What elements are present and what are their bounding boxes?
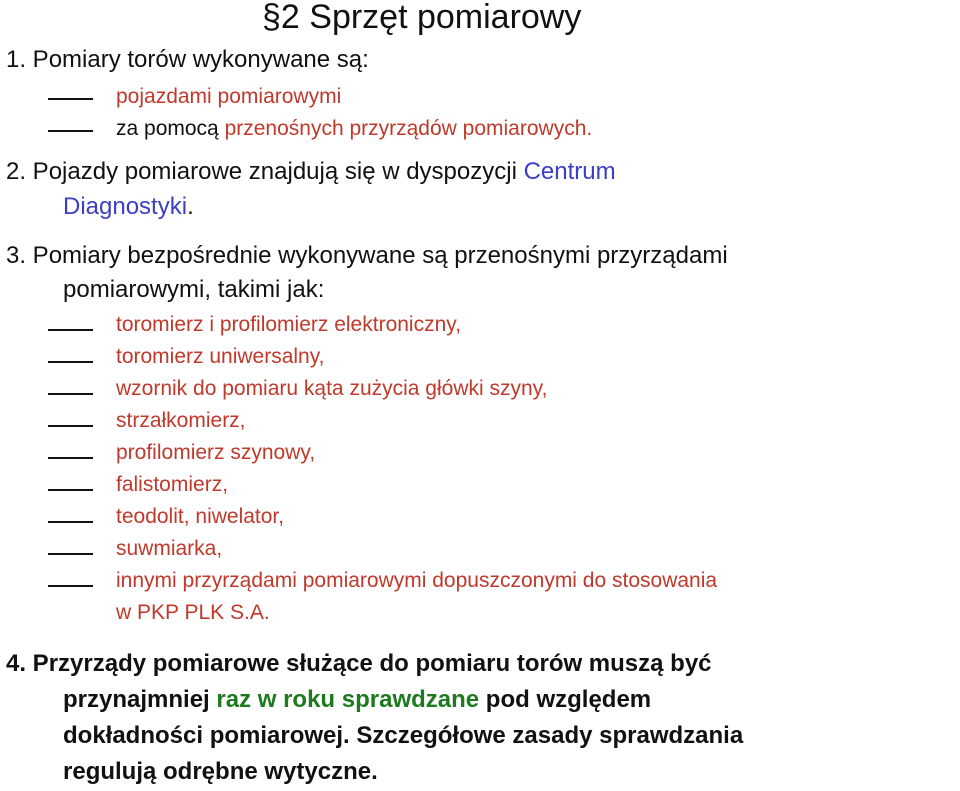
paragraph-2: 2. Pojazdy pomiarowe znajdują się w dyspozycji Centrum [6, 158, 616, 185]
paragraph-4-line3: dokładności pomiarowej. Szczegółowe zasady sprawdzania [63, 722, 744, 749]
list-item: innymi przyrządami pomiarowymi dopuszczonymi do stosowania [116, 569, 718, 592]
bullet-dash [48, 361, 93, 363]
paragraph-3: 3. Pomiary bezpośrednie wykonywane są przenośnymi przyrządami [6, 242, 728, 269]
page-title: §2 Sprzęt pomiarowy [262, 0, 582, 36]
list-item: falistomierz, [116, 473, 229, 496]
bullet-dash [48, 521, 93, 523]
list-item: toromierz uniwersalny, [116, 345, 325, 368]
list-item: suwmiarka, [116, 537, 223, 560]
bullet-dash [48, 489, 93, 491]
paragraph-4: 4. Przyrządy pomiarowe służące do pomiaru torów muszą być [6, 650, 712, 677]
bullet-dash [48, 329, 93, 331]
list-item: profilomierz szynowy, [116, 441, 316, 464]
list-item: toromierz i profilomierz elektroniczny, [116, 313, 462, 336]
bullet-dash [48, 393, 93, 395]
list-item: za pomocą przenośnych przyrządów pomiarowych. [116, 117, 593, 140]
paragraph-4-line4: regulują odrębne wytyczne. [63, 758, 378, 785]
paragraph-1: 1. Pomiary torów wykonywane są: [6, 46, 369, 73]
bullet-dash [48, 425, 93, 427]
bullet-dash [48, 585, 93, 587]
bullet-dash [48, 98, 93, 100]
list-item: teodolit, niwelator, [116, 505, 285, 528]
bullet-dash [48, 457, 93, 459]
list-item: wzornik do pomiaru kąta zużycia główki szyny, [116, 377, 548, 400]
paragraph-4-line2: przynajmniej raz w roku sprawdzane pod względem [63, 686, 652, 713]
list-item-cont: w PKP PLK S.A. [116, 601, 270, 624]
list-item: strzałkomierz, [116, 409, 246, 432]
paragraph-3-cont: pomiarowymi, takimi jak: [63, 276, 325, 303]
bullet-dash [48, 553, 93, 555]
list-item: pojazdami pomiarowymi [116, 85, 342, 108]
paragraph-2-cont: Diagnostyki. [63, 193, 194, 220]
bullet-dash [48, 130, 93, 132]
